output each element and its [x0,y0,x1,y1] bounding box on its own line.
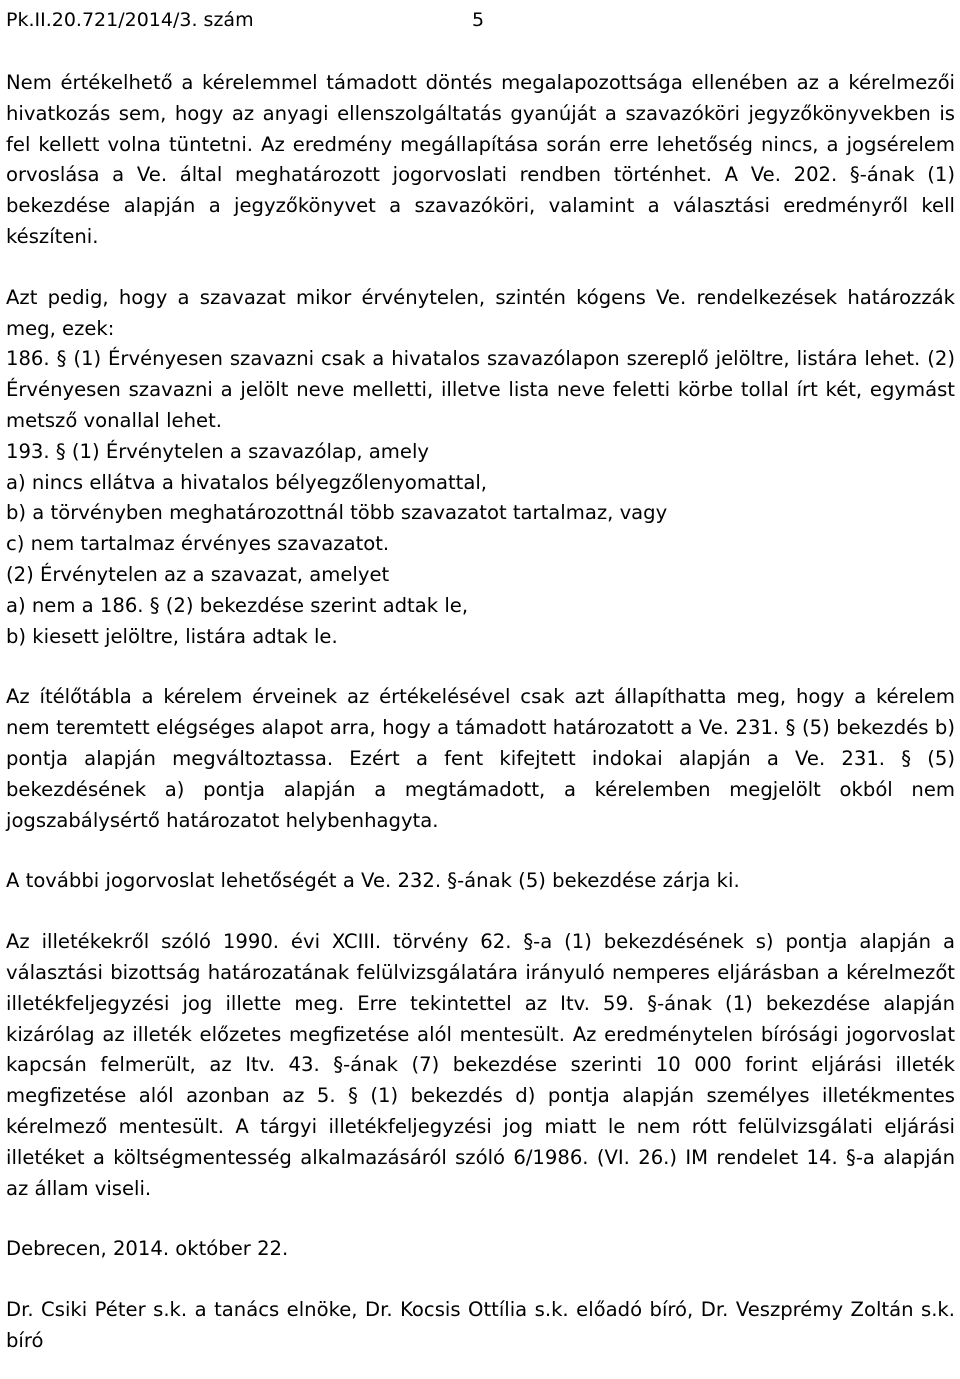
paragraph-fees: Az illetékekről szóló 1990. évi XCIII. törvény 62. §-a (1) bekezdésének s) pontja alapján a választási bizottság határozatának felülvizsgálatára irányuló nemperes eljárásban a kérelmezőt illetékfeljegyzési jog illette meg. Erre tekintettel az Itv. 59. §-ának (1) bekezdése alapján kizárólag az illeték előzetes megfizetése alól mentesült. Az eredménytelen bírósági jogorvoslat kapcsán felmerült, az Itv. 43. §-ának (7) bekezdése szerinti 10 000 forint eljárási illeték megfizetése alól azonban az 5. § (1) bekezdés d) pontja alapján személyes illetékmentes kérelmező mentesült. A tárgyi illetékfeljegyzési jog miatt le nem rótt felülvizsgálati eljárási illetéket a költségmentesség alkalmazásáról szóló 6/1986. (VI. 26.) IM rendelet 14. §-a alapján az állam viseli. [6,930,955,1200]
page-number: 5 [472,9,485,31]
paragraph-invalid-argument: Nem értékelhető a kérelemmel támadott döntés megalapozottsága ellenében az a kérelmezői hivatkozás sem, hogy az anyagi ellenszolgáltatás gyanúját a szavazóköri jegyzőkönyvekben is fel kellett volna tüntetni. Az eredmény megállapítása során erre lehetőség nincs, a jogsérelem orvoslása a Ve. által meghatározott jogorvoslati rendben történhet. A Ve. 202. §-ának (1) bekezdése alapján a jegyzőkönyvet a szavazóköri, valamint a választási eredményről kell készíteni. [6,71,955,248]
paragraph-no-appeal: A további jogorvoslat lehetőségét a Ve. 232. §-ának (5) bekezdése zárja ki. [6,869,740,893]
list-item: a) nincs ellátva a hivatalos bélyegzőlenyomattal, [6,470,488,494]
list-item: b) a törvényben meghatározottnál több szavazatot tartalmaz, vagy [6,501,668,525]
list-item: 193. § (1) Érvénytelen a szavazólap, amely [6,439,429,463]
paragraph-spacer [6,1265,955,1295]
list-item: b) kiesett jelöltre, listára adtak le. [6,624,338,648]
paragraph-invalid-vote-intro: Azt pedig, hogy a szavazat mikor érvénytelen, szintén kógens Ve. rendelkezések határozzák meg, ezek: [6,285,955,340]
page-header [6,6,954,36]
case-reference: Pk.II.20.721/2014/3. szám [6,9,254,31]
list-item: a) nem a 186. § (2) bekezdése szerint adtak le, [6,593,469,617]
paragraph-spacer [6,1204,955,1234]
paragraph-section-186: 186. § (1) Érvényesen szavazni csak a hivatalos szavazólapon szereplő jelöltre, listára lehet. (2) Érvényesen szavazni a jelölt neve melletti, illetve lista neve feletti körbe tollal írt két, egymást metsző vonallal lehet. [6,347,955,432]
list-item: (2) Érvénytelen az a szavazat, amelyet [6,562,390,586]
document-body [6,68,955,1357]
paragraph-spacer [6,652,955,682]
paragraph-court-decision: Az ítélőtábla a kérelem érveinek az értékelésével csak azt állapíthatta meg, hogy a kérelem nem teremtett elégséges alapot arra, hogy a támadott határozatott a Ve. 231. § (5) bekezdés b) pontja alapján megváltoztassa. Ezért a fent kifejtett indokai alapján a Ve. 231. § (5) bekezdésének a) pontja alapján a megtámadott, a kérelemben megjelölt okból nem jogszabálysértő határozatot helybenhagyta. [6,685,955,832]
paragraph-spacer [6,897,955,927]
signatures: Dr. Csiki Péter s.k. a tanács elnöke, Dr. Kocsis Ottília s.k. előadó bíró, Dr. Veszprémy Zoltán s.k. bíró [6,1298,955,1352]
paragraph-spacer [6,836,955,866]
paragraph-spacer [6,253,955,283]
list-item: c) nem tartalmaz érvényes szavazatot. [6,532,390,556]
date-line: Debrecen, 2014. október 22. [6,1237,289,1261]
